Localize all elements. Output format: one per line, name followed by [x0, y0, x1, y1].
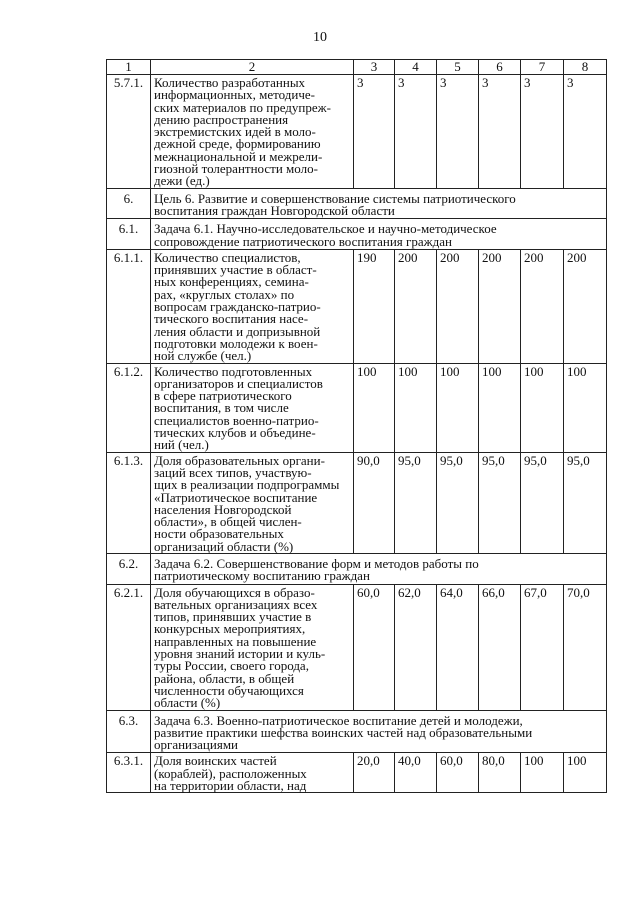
- indicator-description: [151, 75, 354, 189]
- description-line: ных конференциях, семина-: [154, 274, 309, 290]
- description-line: ной службе (чел.): [154, 348, 252, 364]
- description-line: тических клубов и объедине-: [154, 425, 316, 441]
- section-title-line: Цель 6. Развитие и совершенствование системы патриотического: [154, 190, 516, 206]
- description-line: ний (чел.): [154, 437, 209, 453]
- row-number: 6.2.1.: [107, 584, 151, 710]
- description-line: направленных на повышение: [154, 633, 317, 649]
- description-line: тического воспитания насе-: [154, 311, 309, 327]
- description-line: района, области, в общей: [154, 670, 295, 686]
- year-value: 90,0: [354, 452, 395, 553]
- indicator-row: [107, 452, 607, 553]
- indicator-description: [151, 753, 354, 793]
- section-title: [151, 553, 607, 584]
- year-value: 200: [479, 249, 521, 363]
- year-value: 95,0: [437, 452, 479, 553]
- row-number: 6.1.1.: [107, 249, 151, 363]
- year-value: 190: [354, 249, 395, 363]
- row-number: 6.1.2.: [107, 363, 151, 452]
- year-value: 200: [521, 249, 564, 363]
- description-line: «Патриотическое воспитание: [154, 489, 318, 505]
- description-line: (кораблей), расположенных: [154, 765, 307, 781]
- section-title-line: Задача 6.2. Совершенствование форм и методов работы по: [154, 555, 479, 571]
- description-line: щих в реализации подпрограммы: [154, 477, 340, 493]
- section-title-line: развитие практики шефства воинских частей над образовательными: [154, 724, 533, 740]
- indicator-row: [107, 363, 607, 452]
- year-value: 100: [564, 363, 607, 452]
- description-line: туры России, своего города,: [154, 658, 309, 674]
- year-value: 60,0: [437, 753, 479, 793]
- description-line: населения Новгородской: [154, 501, 292, 517]
- description-line: области», в общей числен-: [154, 514, 302, 530]
- description-line: ности образовательных: [154, 526, 284, 542]
- section-row: [107, 219, 607, 250]
- header-cell: 2: [151, 60, 354, 75]
- section-title: [151, 188, 607, 219]
- description-line: области (%): [154, 695, 221, 711]
- year-value: 3: [395, 75, 437, 189]
- description-line: в сфере патриотического: [154, 388, 292, 404]
- description-line: организаций области (%): [154, 538, 294, 554]
- year-value: 100: [437, 363, 479, 452]
- year-value: 100: [564, 753, 607, 793]
- row-number: 6.3.1.: [107, 753, 151, 793]
- description-line: на территории области, над: [154, 778, 307, 794]
- description-line: вопросам гражданско-патрио-: [154, 299, 321, 315]
- description-line: экстремистских идей в моло-: [154, 124, 316, 140]
- year-value: 95,0: [521, 452, 564, 553]
- description-line: Количество специалистов,: [154, 249, 301, 265]
- section-row: [107, 710, 607, 753]
- description-line: рах, «круглых столах» по: [154, 286, 295, 302]
- indicator-description: [151, 363, 354, 452]
- description-line: дежи (ед.): [154, 173, 210, 189]
- description-line: подготовки молодежи к воен-: [154, 335, 318, 351]
- year-value: 200: [395, 249, 437, 363]
- year-value: 95,0: [564, 452, 607, 553]
- header-cell: 8: [564, 60, 607, 75]
- indicator-row: [107, 249, 607, 363]
- description-line: ских материалов по предупреж-: [154, 99, 331, 115]
- header-cell: 5: [437, 60, 479, 75]
- description-line: численности обучающихся: [154, 682, 304, 698]
- section-row: [107, 553, 607, 584]
- year-value: 3: [354, 75, 395, 189]
- indicator-row: [107, 753, 607, 793]
- description-line: ления области и допризывной: [154, 323, 321, 339]
- section-title-line: патриотическому воспитанию граждан: [154, 568, 370, 584]
- indicator-description: [151, 249, 354, 363]
- year-value: 3: [479, 75, 521, 189]
- description-line: специалистов военно-патрио-: [154, 412, 319, 428]
- year-value: 20,0: [354, 753, 395, 793]
- table-header-row: [107, 60, 607, 75]
- section-title: [151, 710, 607, 753]
- row-number: 6.3.: [107, 710, 151, 753]
- year-value: 100: [521, 753, 564, 793]
- header-cell: 7: [521, 60, 564, 75]
- header-cell: 6: [479, 60, 521, 75]
- description-line: Доля обучающихся в образо-: [154, 584, 315, 600]
- header-cell: 1: [107, 60, 151, 75]
- year-value: 3: [521, 75, 564, 189]
- section-row: [107, 188, 607, 219]
- description-line: принявших участие в област-: [154, 262, 317, 278]
- year-value: 70,0: [564, 584, 607, 710]
- year-value: 60,0: [354, 584, 395, 710]
- page-number: 10: [313, 30, 327, 45]
- section-title-line: Задача 6.3. Военно-патриотическое воспитание детей и молодежи,: [154, 712, 523, 728]
- indicator-description: [151, 452, 354, 553]
- description-line: Доля воинских частей: [154, 753, 277, 769]
- section-title-line: воспитания граждан Новгородской области: [154, 202, 395, 218]
- header-cell: 4: [395, 60, 437, 75]
- indicator-row: [107, 75, 607, 189]
- year-value: 100: [479, 363, 521, 452]
- description-line: дежной среде, формированию: [154, 136, 321, 152]
- year-value: 62,0: [395, 584, 437, 710]
- indicator-row: [107, 584, 607, 710]
- year-value: 3: [564, 75, 607, 189]
- description-line: Количество подготовленных: [154, 363, 313, 379]
- year-value: 200: [564, 249, 607, 363]
- section-title-line: организациями: [154, 737, 238, 753]
- year-value: 200: [437, 249, 479, 363]
- row-number: 6.: [107, 188, 151, 219]
- year-value: 64,0: [437, 584, 479, 710]
- row-number: 5.7.1.: [107, 75, 151, 189]
- row-number: 6.1.3.: [107, 452, 151, 553]
- description-line: Количество разработанных: [154, 75, 306, 90]
- year-value: 95,0: [395, 452, 437, 553]
- year-value: 66,0: [479, 584, 521, 710]
- description-line: типов, принявших участие в: [154, 609, 312, 625]
- description-line: конкурсных мероприятиях,: [154, 621, 306, 637]
- description-line: информационных, методиче-: [154, 87, 315, 103]
- row-number: 6.2.: [107, 553, 151, 584]
- indicators-table: [106, 59, 607, 793]
- row-number: 6.1.: [107, 219, 151, 250]
- year-value: 100: [354, 363, 395, 452]
- indicator-description: [151, 584, 354, 710]
- year-value: 100: [521, 363, 564, 452]
- year-value: 67,0: [521, 584, 564, 710]
- description-line: дению распространения: [154, 111, 289, 127]
- description-line: воспитания, в том числе: [154, 400, 289, 416]
- year-value: 3: [437, 75, 479, 189]
- description-line: заций всех типов, участвую-: [154, 464, 312, 480]
- description-line: организаторов и специалистов: [154, 375, 323, 391]
- section-title: [151, 219, 607, 250]
- description-line: вательных организациях всех: [154, 596, 318, 612]
- year-value: 80,0: [479, 753, 521, 793]
- description-line: межнациональной и межрели-: [154, 148, 323, 164]
- section-title-line: Задача 6.1. Научно-исследовательское и научно-методическое: [154, 221, 497, 237]
- description-line: Доля образовательных органи-: [154, 452, 325, 468]
- description-line: гиозной толерантности моло-: [154, 161, 318, 177]
- description-line: уровня знаний истории и куль-: [154, 646, 326, 662]
- year-value: 95,0: [479, 452, 521, 553]
- header-cell: 3: [354, 60, 395, 75]
- year-value: 100: [395, 363, 437, 452]
- year-value: 40,0: [395, 753, 437, 793]
- section-title-line: сопровождение патриотического воспитания граждан: [154, 233, 452, 249]
